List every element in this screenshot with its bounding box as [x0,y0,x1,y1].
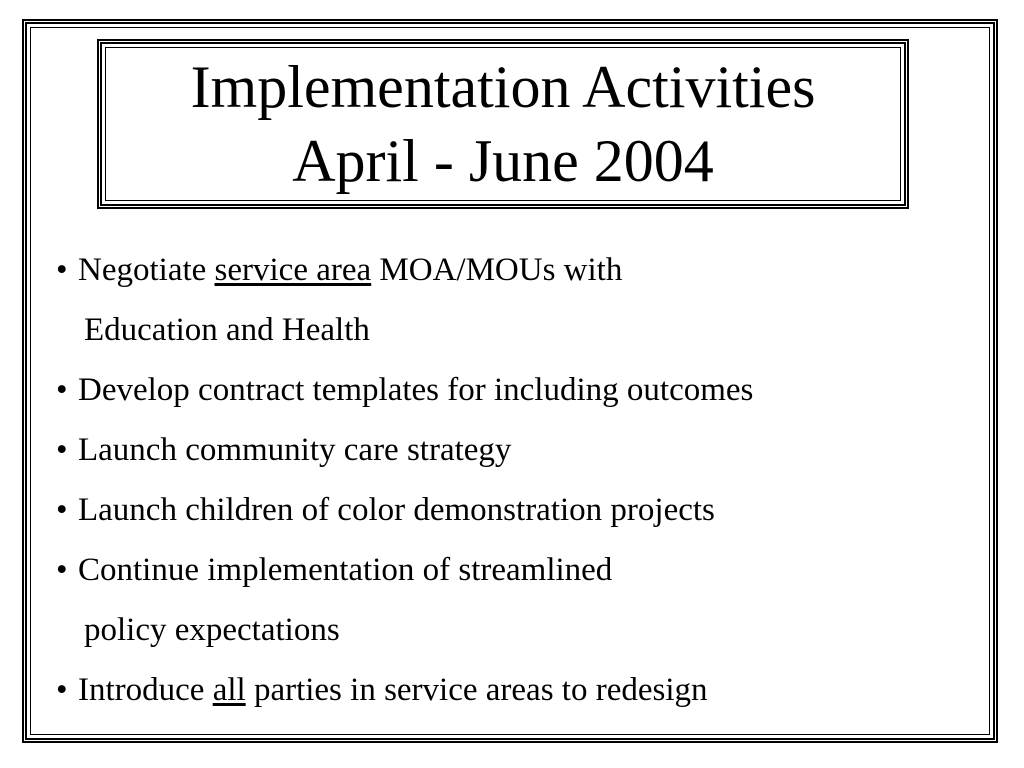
bullet-list [56,240,956,720]
bullet-item-negotiate [56,240,956,300]
bullet-icon: • [56,432,68,468]
title-box [97,39,909,209]
bullet-icon: • [56,372,68,408]
bullet-icon: • [56,672,68,708]
bullet-text: Develop contract templates for including outcomes [78,372,754,408]
bullet-continuation: policy expectations [84,612,340,648]
bullet-text: Negotiate [78,252,215,288]
bullet-text: parties in service areas to redesign [245,672,708,708]
bullet-item-community-care [56,420,956,480]
bullet-icon: • [56,492,68,528]
bullet-text: Continue implementation of streamlined [78,552,613,588]
bullet-item-streamlined-policy [56,540,956,600]
bullet-item-contract-templates [56,360,956,420]
slide-title: Implementation Activities [190,54,816,120]
bullet-text: Introduce [78,672,213,708]
bullet-text: Launch community care strategy [78,432,512,468]
bullet-icon: • [56,252,68,288]
bullet-item-children-of-color [56,480,956,540]
bullet-icon: • [56,552,68,588]
bullet-continuation: Education and Health [84,312,370,348]
bullet-item-introduce-parties [56,660,956,720]
bullet-text: MOA/MOUs with [371,252,623,288]
slide-subtitle-date-range: April - June 2004 [292,128,714,194]
bullet-text: Launch children of color demonstration projects [78,492,715,528]
bullet-underlined-text: service area [214,252,372,288]
bullet-underlined-text: all [212,672,246,708]
